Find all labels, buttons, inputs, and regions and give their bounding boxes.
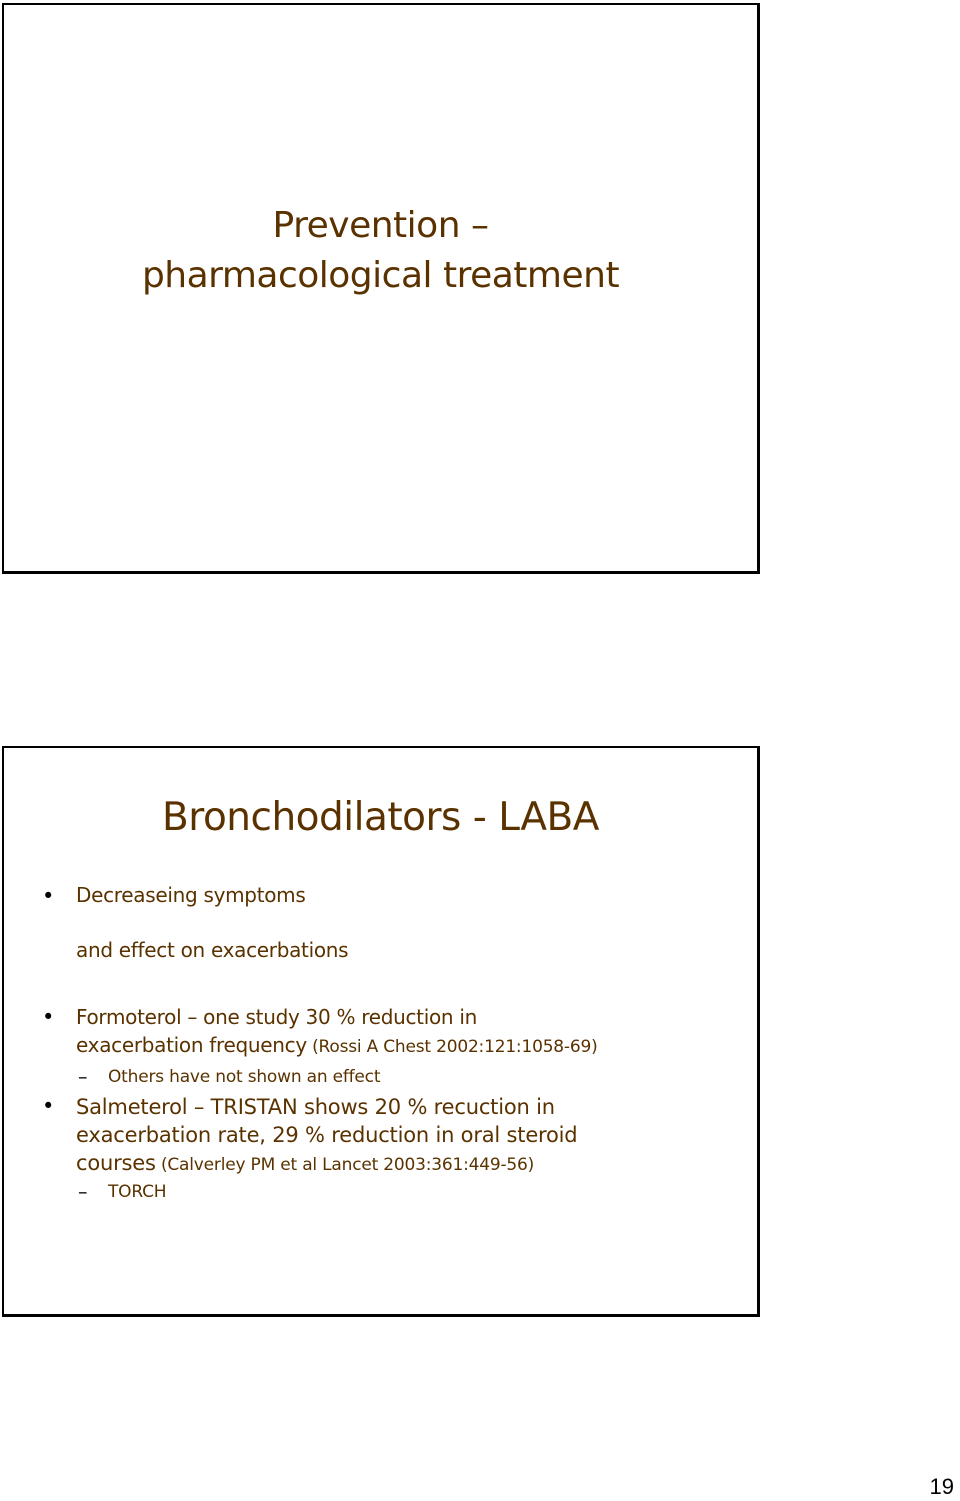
citation-rossi: (Rossi A Chest 2002:121:1058-69) bbox=[306, 1037, 598, 1057]
bullet-3-text: courses bbox=[76, 1151, 156, 1175]
bullet-dot: • bbox=[42, 1005, 55, 1029]
bullet-3-line-1: Salmeterol – TRISTAN shows 20 % recuction in bbox=[76, 1095, 555, 1119]
bullet-1-line-1: Decreaseing symptoms bbox=[76, 883, 306, 907]
sub-bullet-dash: – bbox=[78, 1066, 88, 1088]
bullet-3-line-3 bbox=[76, 1149, 534, 1177]
slide-bronchodilators bbox=[2, 746, 760, 1317]
page-number: 19 bbox=[929, 1474, 954, 1499]
sub-bullet-dash: – bbox=[78, 1181, 88, 1203]
bullet-2-text: exacerbation frequency bbox=[76, 1033, 307, 1057]
bullet-dot: • bbox=[42, 1094, 55, 1118]
citation-calverley: (Calverley PM et al Lancet 2003:361:449-56) bbox=[155, 1155, 535, 1175]
slide-prevention bbox=[2, 3, 760, 574]
bullet-2-line-1: Formoterol – one study 30 % reduction in bbox=[76, 1005, 477, 1029]
bullet-3-sub: TORCH bbox=[108, 1182, 167, 1202]
bullet-2-line-2 bbox=[76, 1032, 598, 1059]
bullet-dot: • bbox=[42, 884, 55, 908]
bullet-1-line-2: and effect on exacerbations bbox=[76, 938, 349, 962]
title-line-2: pharmacological treatment bbox=[141, 255, 620, 296]
slide-title: Bronchodilators - LABA bbox=[162, 795, 599, 840]
bullet-2-sub: Others have not shown an effect bbox=[108, 1067, 381, 1087]
title-line-1: Prevention – bbox=[272, 205, 489, 246]
slide-title bbox=[4, 201, 757, 301]
bullet-3-line-2: exacerbation rate, 29 % reduction in oral steroid bbox=[76, 1123, 578, 1147]
